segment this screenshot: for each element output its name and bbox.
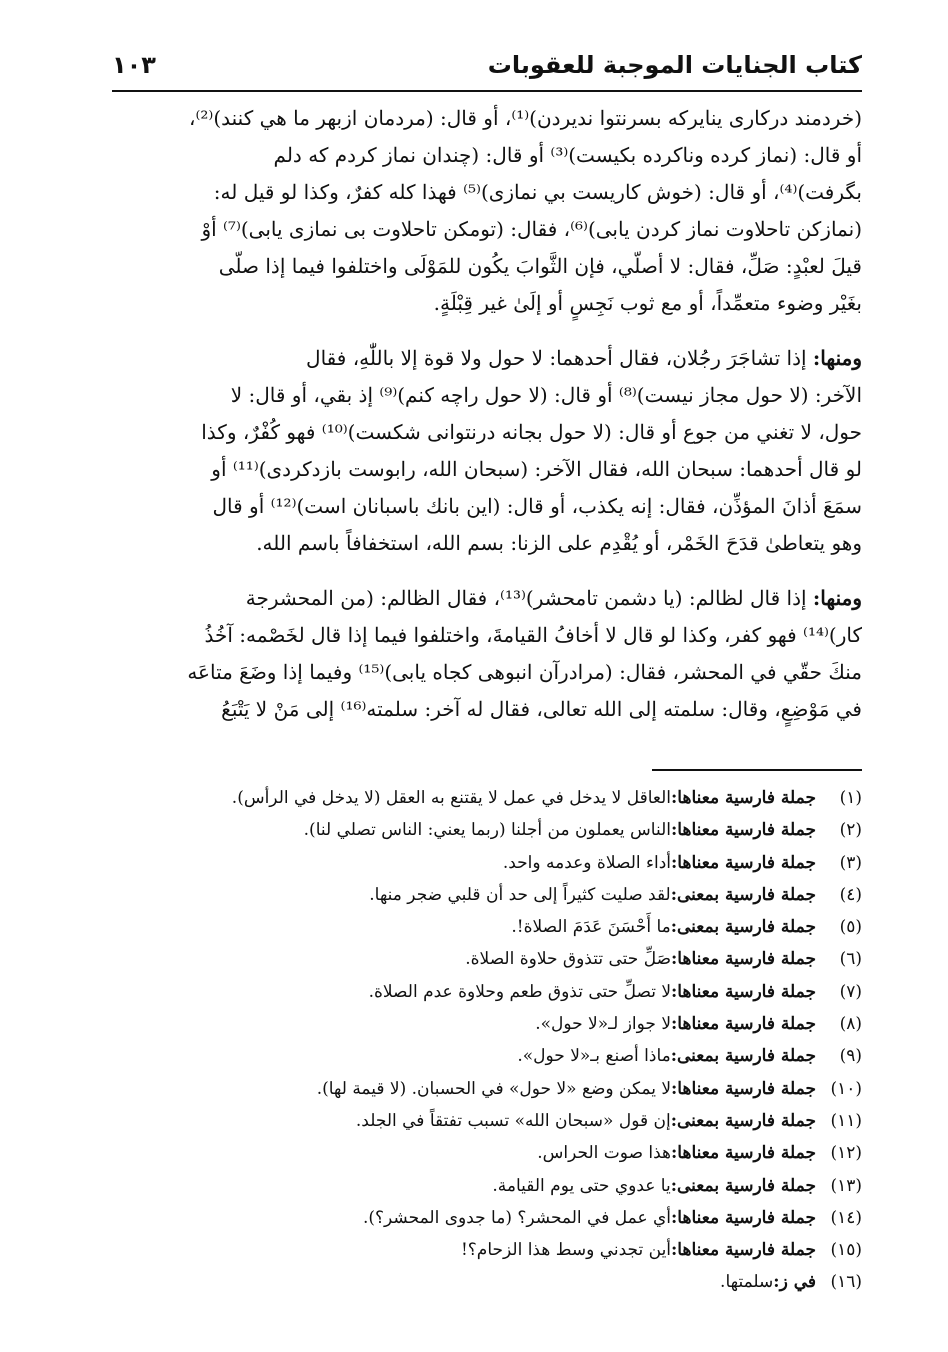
footnote-label: جملة فارسية معناها: <box>671 820 816 841</box>
footnote <box>150 814 862 846</box>
text-line: لو قال أحدهما: سبحان الله، فقال الآخر: (سبحان الله، رابوست بازدكردى)⁽¹¹⁾ أو <box>211 457 862 481</box>
footnote-text: يا عدوي حتى يوم القيامة. <box>492 1175 671 1196</box>
paragraph-lead: ومنها: <box>812 586 862 610</box>
paragraph-3 <box>112 580 862 728</box>
footnote-text: لا جواز لـ«لا حول». <box>535 1014 672 1035</box>
footnote <box>150 782 862 814</box>
footnote-number: (١٤) <box>830 1207 862 1228</box>
text-line: في مَوْضِعٍ، وقال: سلمته إلى الله تعالى، فقال له آخر: سلمته⁽¹⁶⁾ إلى مَنْ لا يَتْبَعُ <box>221 697 862 721</box>
footnote-text: إن قول «سبحان الله» تسبب تفتقاً في الجلد. <box>355 1110 671 1131</box>
footnote-text: لا تصلِّ حتى تذوق طعم وحلاوة عدم الصلاة. <box>368 981 672 1002</box>
footnote <box>150 879 862 911</box>
text-line: (خردمند دركاری ينايركه بسرنتوا نديردن)⁽¹⁾، أو قال: (مردمان ازبهر ما هي كنند)⁽²⁾، <box>189 106 862 130</box>
footnote-number: (١٥) <box>830 1240 862 1261</box>
paragraph-2 <box>112 340 862 562</box>
footnote-label: جملة فارسية بمعنى: <box>670 1175 816 1196</box>
footnote-label: جملة فارسية معناها: <box>671 1143 816 1164</box>
footnote-label: في ز: <box>773 1272 816 1293</box>
footnote-text: أداء الصلاة وعدمه واحد. <box>502 852 672 873</box>
text-line: (نمازكن تاحلاوت نماز كردن يابى)⁽⁶⁾، فقال: (تومكن تاحلاوت بى نمازى يابى)⁽⁷⁾ أوْ <box>201 217 862 241</box>
footnote-number: (٦) <box>839 949 862 970</box>
footnote-label: جملة فارسية معناها: <box>671 1240 816 1261</box>
text-line: منكَ حقّي في المحشر، فقال: (مرادرآن انبوهى كجاه يابى)⁽¹⁵⁾ وفيما إذا وضَعَ متاعَه <box>187 660 862 684</box>
footnote-label: جملة فارسية معناها: <box>671 852 816 873</box>
footnote-text: سلمتها. <box>720 1272 774 1293</box>
footnote-text: هذا صوت الحراس. <box>537 1143 672 1164</box>
text-line <box>112 340 862 377</box>
footnote-number: (٨) <box>839 1014 862 1035</box>
footnote-label: جملة فارسية معناها: <box>671 788 816 808</box>
footnote <box>150 1234 862 1266</box>
footnote-number: (١٣) <box>830 1175 862 1196</box>
text-line: سمَعَ أذانَ المؤذِّن، فقال: إنه يكذب، أو قال: (اين بانك باسبانان است)⁽¹²⁾ أو قال <box>212 494 862 518</box>
footnote-text: لقد صليت كثيراً إلى حد أن قلبي ضجر منها. <box>369 884 671 905</box>
footnote-number: (٤) <box>839 884 862 905</box>
footnote-label: جملة فارسية معناها: <box>671 981 816 1002</box>
paragraph-1 <box>112 100 862 322</box>
footnotes <box>150 782 862 1299</box>
footnote <box>150 1202 862 1234</box>
footnote <box>150 847 862 879</box>
main-text <box>112 100 862 746</box>
footnote <box>150 1040 862 1072</box>
footnote <box>150 911 862 943</box>
text-line <box>112 580 862 617</box>
footnote-number: (١٠) <box>830 1078 862 1099</box>
footnote-label: جملة فارسية بمعنى: <box>670 1046 816 1067</box>
footnote-label: جملة فارسية بمعنى: <box>670 884 816 905</box>
footnote-label: جملة فارسية معناها: <box>671 1078 816 1099</box>
text-line: بغَيْر وضوء متعمِّداً، أو مع ثوب نَجِسٍ أو إلَىٰ غير قِبْلَةٍ. <box>433 291 862 315</box>
footnote-label: جملة فارسية بمعنى: <box>670 1110 816 1131</box>
footnote-number: (٢) <box>839 820 862 841</box>
footnote-number: (٧) <box>839 981 862 1002</box>
text-line: أو قال: (نماز كرده وناكرده بكيست)⁽³⁾ أو قال: (چندان نماز كردم كه دلم <box>273 143 862 167</box>
footnote-text: أين تجدني وسط هذا الزحام؟! <box>460 1240 672 1261</box>
text-line: قيلَ لعبْدٍ: صَلِّ، فقال: لا أصلّي، فإن الثَّوابَ يكُون للمَوْلَى واختلفوا فيما إذا صلّى <box>218 254 862 278</box>
footnote <box>150 976 862 1008</box>
footnote-text: العاقل لا يدخل في عمل لا يقتنع به العقل (لا يدخل في الرأس). <box>231 788 672 808</box>
footnote-text: ما أَحْسَنَ عَدَمَ الصلاة!. <box>511 917 671 938</box>
text-line: حول، لا تغني من جوع أو قال: (لا حول بجانه درنتوانى شكست)⁽¹⁰⁾ فهو كُفْرٌ، وكذا <box>201 420 862 444</box>
page-number: ١٠٣ <box>112 51 156 79</box>
footnote-number: (٣) <box>839 852 862 873</box>
footnote-label: جملة فارسية بمعنى: <box>670 917 816 938</box>
footnote-text: صَلِّ حتى تتذوق حلاوة الصلاة. <box>465 949 672 970</box>
text-line: الآخر: (لا حول مجاز نيست)⁽⁸⁾ أو قال: (لا حول راچه كنم)⁽⁹⁾ إذ بقي، أو قال: لا <box>230 383 862 407</box>
footnote-label: جملة فارسية معناها: <box>671 949 816 970</box>
footnote <box>150 943 862 975</box>
page-header <box>112 40 862 92</box>
text-line: كار)⁽¹⁴⁾ فهو كفر، وكذا لو قال لا أخافُ القيامةَ، واختلفوا فيما إذا قال لخَصْمه: آخُذُ <box>204 623 862 647</box>
paragraph-lead: ومنها: <box>812 346 862 370</box>
footnote <box>150 1073 862 1105</box>
footnote-number: (١) <box>839 788 862 808</box>
text-line: وهو يتعاطىٰ قدَحَ الخَمْر، أو يُقْدِم على الزنا: بسم الله، استخفافاً باسم الله. <box>256 531 862 555</box>
text-line: بگرفت)⁽⁴⁾، أو قال: (خوش كاريست بي نمازى)⁽⁵⁾ فهذا كله كفرٌ، وكذا لو قيل له: <box>213 180 862 204</box>
footnote-number: (٩) <box>839 1046 862 1067</box>
footnote-label: جملة فارسية معناها: <box>671 1207 816 1228</box>
footnote-label: جملة فارسية معناها: <box>671 1014 816 1035</box>
footnote-text: ماذا أصنع بـ«لا حول». <box>517 1046 671 1067</box>
footnote <box>150 1008 862 1040</box>
footnote <box>150 1137 862 1169</box>
footnote-separator <box>652 769 862 771</box>
footnote-number: (٥) <box>839 917 862 938</box>
footnote-number: (١٢) <box>830 1143 862 1164</box>
footnote-text: لا يمكن وضع «لا حول» في الحسبان. (لا قيمة لها). <box>316 1078 672 1099</box>
footnote-number: (١١) <box>830 1110 862 1131</box>
running-title: كتاب الجنايات الموجبة للعقوبات <box>487 51 862 79</box>
footnote-number: (١٦) <box>830 1272 862 1293</box>
footnote <box>150 1266 862 1298</box>
text-segment: إذا تشاجَرَ رجُلان، فقال أحدهما: لا حول ولا قوة إلا باللّٰهِ، فقال <box>306 346 813 370</box>
footnote-text: الناس يعملون من أجلنا (ربما يعني: الناس تصلي لنا). <box>303 820 672 841</box>
footnote <box>150 1105 862 1137</box>
text-segment: إذا قال لظالم: (يا دشمن تامحشر)⁽¹³⁾، فقال الظالم: (من المحشرجة <box>245 586 813 610</box>
footnote-text: أي عمل في المحشر؟ (ما جدوى المحشر؟). <box>362 1207 672 1228</box>
footnote <box>150 1170 862 1202</box>
